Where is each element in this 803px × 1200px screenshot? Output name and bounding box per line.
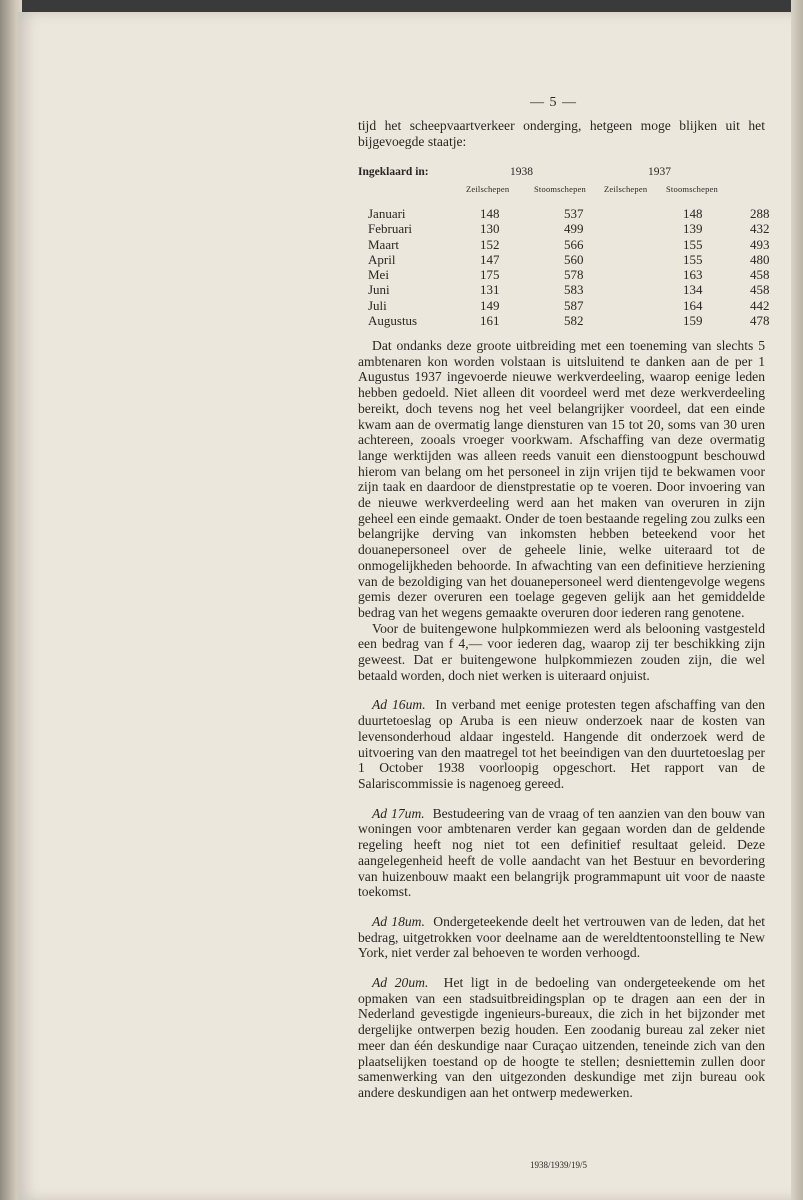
table-row [368, 237, 800, 252]
table-cell-s38: 582 [564, 313, 584, 329]
table-cell-month: Mei [368, 267, 389, 283]
ships-table [368, 206, 800, 328]
paragraph-ad18 [358, 914, 765, 961]
table-cell-s38: 587 [564, 297, 584, 313]
body-text [358, 338, 765, 1101]
table-cell-s37: 493 [750, 236, 770, 252]
table-cell-z38: 131 [480, 282, 500, 298]
table-cell-z37: 164 [683, 297, 703, 313]
ad18-text: Ondergeteekende deelt het vertrouwen van de leden, dat het bedrag, uitgetrokken voor deelname aan de wereldtentoonstelling te New York, niet verder zal behoeven te worden verhoogd. [358, 913, 766, 961]
table-cell-month: Januari [368, 206, 406, 221]
table-cell-s37: 480 [750, 251, 770, 267]
table-cell-z38: 148 [480, 206, 500, 221]
table-cell-s37: 288 [750, 206, 770, 221]
table-cell-s37: 478 [750, 313, 770, 329]
table-cell-s37: 442 [750, 297, 770, 313]
col-stoomschepen-1937: Stoomschepen [666, 184, 718, 194]
table-cell-s38: 560 [564, 251, 584, 267]
table-cell-z37: 159 [683, 313, 703, 329]
table-cell-month: Februari [368, 221, 413, 237]
table-row [368, 282, 800, 297]
table-cell-z38: 130 [480, 221, 500, 237]
ad17-label: Ad 17um. [372, 805, 425, 821]
col-stoomschepen-1938: Stoomschepen [534, 184, 586, 194]
table-row [368, 252, 800, 267]
table-cell-month: Juni [368, 282, 390, 298]
table-row [368, 298, 800, 313]
table-cell-s37: 458 [750, 267, 770, 283]
table-cell-s38: 566 [564, 236, 584, 252]
table-label: Ingeklaard in: [358, 166, 429, 178]
year-1938: 1938 [510, 166, 533, 178]
table-cell-s37: 432 [750, 221, 770, 237]
table-cell-z37: 155 [683, 236, 703, 252]
table-cell-s38: 499 [564, 221, 584, 237]
ad20-label: Ad 20um. [372, 975, 429, 991]
table-cell-month: Juli [368, 297, 387, 313]
paragraph-ad20 [358, 975, 765, 1101]
year-1937: 1937 [648, 166, 671, 178]
table-cell-s38: 578 [564, 267, 584, 283]
table-cell-month: Maart [368, 236, 400, 252]
table-row [368, 221, 800, 236]
ad17-text: Bestudeering van de vraag of ten aanzien van den bouw van woningen voor ambtenaren verder kan gegaan worden dan de geldende regeling heeft nog niet tot een definitief resultaat geleid. Deze aangelegenheid heeft de volle aandacht van het Bestuur en bevordering van huizenbouw maakt een belangrijk programmapunt uit voor de naaste toekomst. [358, 805, 765, 900]
ad20-text: Het ligt in de bedoeling van ondergeteekende om het opmaken van een stadsuitbreidingsplan op te dragen aan een der in Nederland gevestigde ingenieurs-bureaux, die zich in het bijzonder met dergelijke ontwerpen bezig houden. Een zoodanig bureau zal zeker niet meer dan één deskundige naar Curaçao uitzenden, teneinde zich van den plaatselijken toestand op de hoogte te stellen; desniettemin zullen door samenwerking van den uitgezonden deskundige met zijn bureau ook andere deskundigen aan het ontwerp medewerken. [358, 975, 766, 1100]
paragraph-overuren: Dat ondanks deze groote uitbreiding met een toeneming van slechts 5 ambtenaren kon worden volstaan is uitsluitend te danken aan de per 1 Augustus 1937 ingevoerde nieuwe werkverdeeling, waarop eenige leden hebben gedoeld. Niet alleen dit voordeel werd met deze werkverdeeling bereikt, doch tevens nog het veel belangrijker voordeel, dat een einde kwam aan de overmatig lange diensturen van 15 tot 20, soms van 30 uren achtereen, zooals vroeger voorkwam. Afschaffing van deze overmatig lange werktijden was alleen reeds vanuit een dienstoogpunt beschouwd hierom van belang om het personeel in zijn vrijen tijd te bekwamen voor zijn taak en daardoor de dienstprestatie op te voeren. Door invoering van de nieuwe werkverdeeling werd aan het maken van overuren in zijn geheel een einde gemaakt. Onder de toen bestaande regeling zou zulks een belangrijke derving van inkomsten hebben beteekend voor het douanepersoneel over de geheele linie, welke uiteraard tot de onmogelijkheden behoorde. In afwachting van een definitieve herziening van de bezoldiging van het douanepersoneel werd dientengevolge wegens gemis dezer overuren een toelage gegeven gelijk aan het gemiddelde bedrag van het wegens gemaakte overuren door iederen rang genotene. [358, 338, 765, 620]
col-zeilschepen-1938: Zeilschepen [466, 184, 510, 194]
table-row [368, 313, 800, 328]
ad18-label: Ad 18um. [372, 913, 425, 929]
right-edge [791, 0, 803, 1200]
table-cell-z38: 161 [480, 313, 500, 329]
table-cell-month: Augustus [368, 313, 418, 329]
table-cell-z38: 147 [480, 251, 500, 267]
paragraph-hulpkommiezen: Voor de buitengewone hulpkommiezen werd als belooning vastgesteld een bedrag van f 4,— voor iederen dag, waarop zij ter beschikking zijn geweest. Dat er buitengewone hulpkommiezen zouden zijn, die wel betaald worden, doch niet werken is uiteraard onjuist. [358, 620, 765, 683]
table-cell-z38: 152 [480, 236, 500, 252]
paragraph-ad16 [358, 697, 765, 791]
col-zeilschepen-1937: Zeilschepen [604, 184, 648, 194]
table-row [368, 267, 800, 282]
page-number: — 5 — [530, 95, 577, 110]
table-cell-month: April [368, 251, 396, 267]
intro-text [358, 118, 765, 149]
table-cell-z37: 134 [683, 282, 703, 298]
ad16-text: In verband met eenige protesten tegen afschaffing van den duurtetoeslag op Aruba is een nieuw onderzoek naar de kosten van levensonderhoud aldaar ingesteld. Hangende dit onderzoek werd de uitvoering van den maatregel tot het beeindigen van den duurtetoeslag per 1 October 1938 voorloopig opgeschort. Het rapport van de Salariscommissie is nagenoeg gereed. [358, 697, 766, 791]
ad16-label: Ad 16um. [372, 697, 426, 713]
table-cell-s38: 537 [564, 206, 584, 221]
table-cell-z37: 139 [683, 221, 703, 237]
table-cell-s37: 458 [750, 282, 770, 298]
table-row [368, 206, 800, 221]
table-cell-z38: 175 [480, 267, 500, 283]
paragraph-ad17 [358, 806, 765, 900]
table-cell-z37: 155 [683, 251, 703, 267]
table-cell-z37: 148 [683, 206, 703, 221]
table-cell-s38: 583 [564, 282, 584, 298]
footer-reference: 1938/1939/19/5 [530, 1160, 588, 1170]
table-cell-z37: 163 [683, 267, 703, 283]
table-cell-z38: 149 [480, 297, 500, 313]
intro-paragraph: tijd het scheepvaartverkeer onderging, hetgeen moge blijken uit het bijgevoegde staatje: [358, 118, 765, 149]
